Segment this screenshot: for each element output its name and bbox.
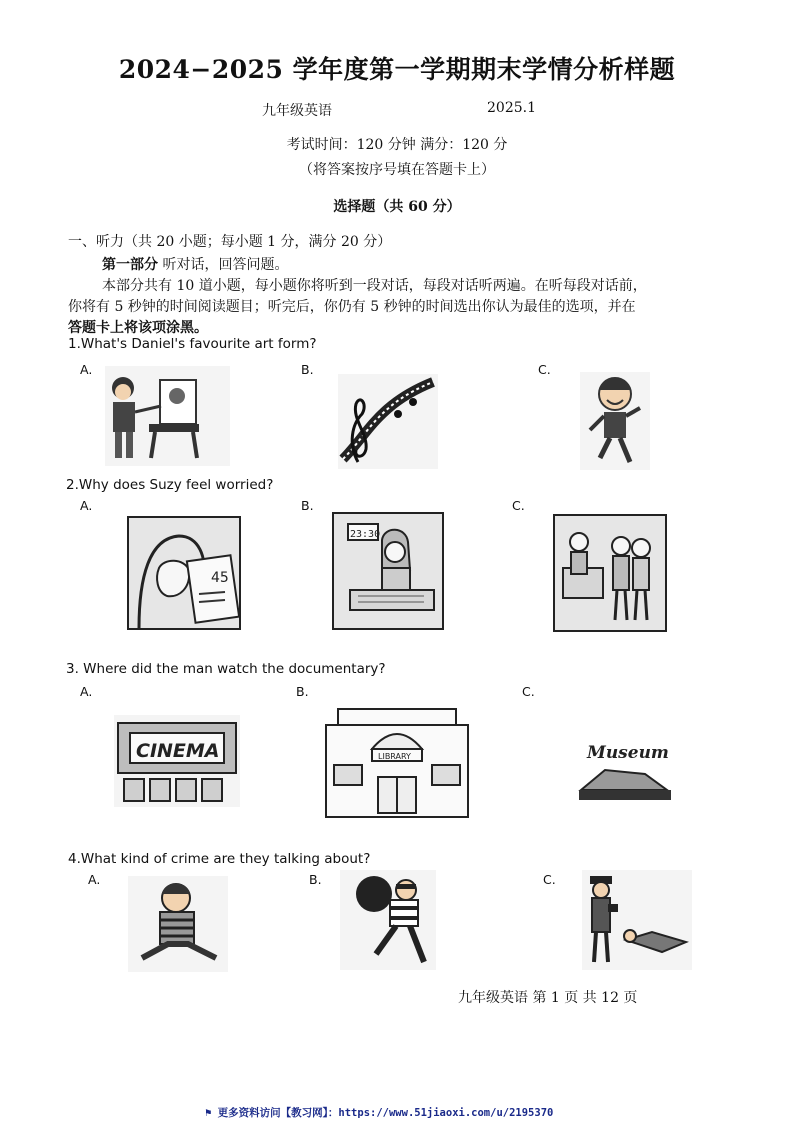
painting-boy-image bbox=[105, 366, 230, 466]
cinema-image bbox=[114, 715, 240, 807]
resource-link-text: 更多资料访问【教习网】：https://www.51jiaoxi.com/u/2195370 bbox=[217, 1107, 554, 1119]
answer-note: （将答案按序号填在答题卡上） bbox=[299, 162, 495, 178]
subject-label: 九年级英语 bbox=[262, 103, 332, 119]
cinema-sign-text: CINEMA bbox=[136, 740, 220, 762]
test-score-text: 45 bbox=[211, 570, 229, 586]
q3-option-a-label: A. bbox=[80, 684, 93, 699]
q3-option-c-label: C. bbox=[522, 684, 535, 699]
couple-walking-image bbox=[553, 514, 667, 632]
library-sign-text: LIBRARY bbox=[378, 752, 411, 761]
clock-text: 23:30 bbox=[350, 529, 381, 540]
instructions-line-2: 你将有 5 秒钟的时间阅读题目；听完后，你仍有 5 秒钟的时间选出你认为最佳的选项，并在 bbox=[68, 299, 636, 315]
part-label: 第一部分 bbox=[102, 257, 158, 273]
thief-running-image bbox=[340, 870, 436, 970]
tied-up-boy-image bbox=[128, 876, 228, 972]
exam-info: 考试时间：120 分钟 满分：120 分 bbox=[286, 137, 508, 153]
q1-option-b-label: B. bbox=[301, 362, 314, 377]
museum-image bbox=[575, 730, 675, 810]
resource-link[interactable] bbox=[205, 1105, 553, 1120]
section-title: 选择题（共 60 分） bbox=[333, 199, 461, 215]
question-4: 4.What kind of crime are they talking about? bbox=[68, 851, 371, 867]
q2-option-c-label: C. bbox=[512, 498, 525, 513]
music-note-image bbox=[338, 374, 438, 469]
exam-title: 2024−2025 学年度第一学期期末学情分析样题 bbox=[118, 55, 676, 84]
flag-icon: ⚑ bbox=[205, 1107, 212, 1119]
instructions-line-1: 本部分共有 10 道小题，每小题你将听到一段对话，每段对话听两遍。在听每段对话前， bbox=[102, 278, 647, 294]
q1-option-a-label: A. bbox=[80, 362, 93, 377]
girl-late-homework-image bbox=[332, 512, 444, 630]
crime-scene-image bbox=[582, 870, 692, 970]
girl-reading-test-image bbox=[127, 516, 241, 630]
library-image bbox=[322, 705, 472, 821]
question-3: 3. Where did the man watch the documentary? bbox=[66, 661, 386, 677]
q4-option-b-label: B. bbox=[309, 872, 322, 887]
exam-date: 2025.1 bbox=[487, 100, 536, 116]
dancing-boy-image bbox=[580, 372, 650, 470]
part-one-line bbox=[102, 254, 288, 274]
q1-option-c-label: C. bbox=[538, 362, 551, 377]
listening-heading: 一、听力（共 20 小题；每小题 1 分，满分 20 分） bbox=[68, 234, 392, 250]
q4-option-c-label: C. bbox=[543, 872, 556, 887]
question-2: 2.Why does Suzy feel worried? bbox=[66, 477, 274, 493]
question-1: 1.What's Daniel's favourite art form? bbox=[68, 336, 317, 352]
instructions-line-3: 答题卡上将该项涂黑。 bbox=[68, 320, 208, 336]
q2-option-a-label: A. bbox=[80, 498, 93, 513]
museum-sign-text: Museum bbox=[587, 743, 669, 763]
q3-option-b-label: B. bbox=[296, 684, 309, 699]
q4-option-a-label: A. bbox=[88, 872, 101, 887]
q2-option-b-label: B. bbox=[301, 498, 314, 513]
part-task: 听对话，回答问题。 bbox=[162, 257, 289, 273]
page-number: 九年级英语 第 1 页 共 12 页 bbox=[458, 990, 638, 1006]
